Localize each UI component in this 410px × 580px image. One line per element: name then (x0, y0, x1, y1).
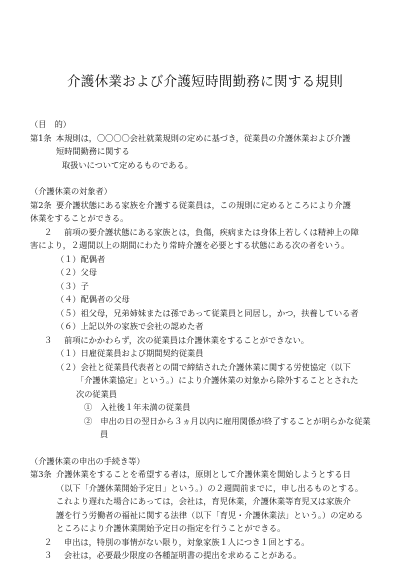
article-2-para-2a: 前項の要介護状態にある家族とは，負傷，疾病または身体上若しくは精神上の障 (64, 226, 359, 237)
article-2-para-3-num: ３ (44, 334, 53, 345)
section-heading-purpose: （目 的） (30, 119, 71, 129)
article-2-para-1a: 要介護状態にある家族を介護する従業員は，この規則に定めるところにより介護 (56, 199, 351, 210)
list-item: （１）配偶者 (56, 253, 106, 264)
article-3-para-1a: 介護休業をすることを希望する者は，原則として介護休業を開始しようとする日 (56, 469, 351, 479)
article-1-line-3: 取扱いについて定めるものである。 (62, 159, 193, 170)
list-item: （６）上記以外の家族で会社の認めた者 (56, 321, 204, 331)
exclusion-sub-2a: ② 申出の日の翌日から３ヵ月以内に雇用関係が終了することが明らかな従業 (84, 415, 371, 426)
list-item: （５）祖父母，兄弟姉妹または孫であって従業員と同居し，かつ，扶養している者 (56, 307, 359, 318)
section-heading-eligible: （介護休業の対象者） (30, 186, 112, 196)
article-2-para-2-num: ２ (44, 226, 53, 237)
exclusion-item-1: （１）日雇従業員および期間契約従業員 (56, 348, 204, 358)
exclusion-sub-1: ① 入社後１年未満の従業員 (84, 402, 191, 412)
article-3-para-1d: 護を行う労働者の福祉に関する法律（以下「育児・介護休業法」という。）の定める (56, 509, 364, 520)
list-item: （２）父母 (56, 267, 97, 277)
article-3-label: 第3条 (30, 469, 52, 479)
article-1-label: 第1条 (30, 132, 52, 143)
article-1 (30, 132, 382, 146)
article-3-para-3-text: 会社は，必要最少限度の各種証明書の提出を求めることがある。 (64, 550, 302, 560)
article-2-para-3 (30, 334, 382, 348)
article-2-para-2 (30, 226, 382, 240)
article-3 (30, 468, 382, 482)
article-2 (30, 199, 382, 213)
article-2-label: 第2条 (30, 199, 52, 210)
document-body (30, 118, 382, 563)
article-1-line-1: 本規則は，〇〇〇〇会社就業規則の定めに基づき，従業員の介護休業および介護 (56, 132, 351, 143)
exclusion-item-2a: （２）会社と従業員代表者との間で締結された介護休業に関する労使協定（以下 (56, 361, 351, 372)
article-3-para-1c: これより遅れた場合にあっては，会社は，育児休業，介護休業等育児又は家族介 (56, 496, 351, 506)
article-3-para-2-num: ２ (44, 536, 53, 547)
article-3-para-2 (30, 536, 382, 550)
article-3-para-3-num: ３ (44, 550, 53, 560)
article-2-para-3-text: 前項にかかわらず，次の従業員は介護休業をすることができない。 (64, 334, 309, 345)
article-3-para-1b: （以下「介護休業開始予定日」という。）の２週間前までに，申し出るものとする。 (56, 482, 364, 493)
list-item: （３）子 (56, 280, 89, 291)
article-3-para-1e: ところにより介護休業開始予定日の指定を行うことができる。 (56, 523, 286, 533)
exclusion-item-2b: 「介護休業協定」という。）により介護休業の対象から除外することとされた (76, 375, 359, 385)
article-2-para-1b: 休業をすることができる。 (30, 213, 129, 223)
document-title: 介護休業および介護短時間勤務に関する規則 (67, 74, 343, 90)
article-3-para-2-text: 申出は，特別の事情がない限り，対象家族１人につき１回とする。 (64, 536, 310, 547)
list-item: （４）配偶者の父母 (56, 294, 130, 304)
article-1-line-2: 短時間勤務に関する (56, 146, 130, 156)
exclusion-item-2c: 次の従業員 (76, 388, 117, 399)
section-heading-application: （介護休業の申出の手続き等） (30, 455, 145, 466)
article-3-para-3 (30, 549, 382, 563)
exclusion-sub-2b: 員 (100, 429, 109, 439)
article-2-para-2b: 害により，２週間以上の期間にわたり常時介護を必要とする状態にある次の者をいう。 (30, 240, 350, 250)
